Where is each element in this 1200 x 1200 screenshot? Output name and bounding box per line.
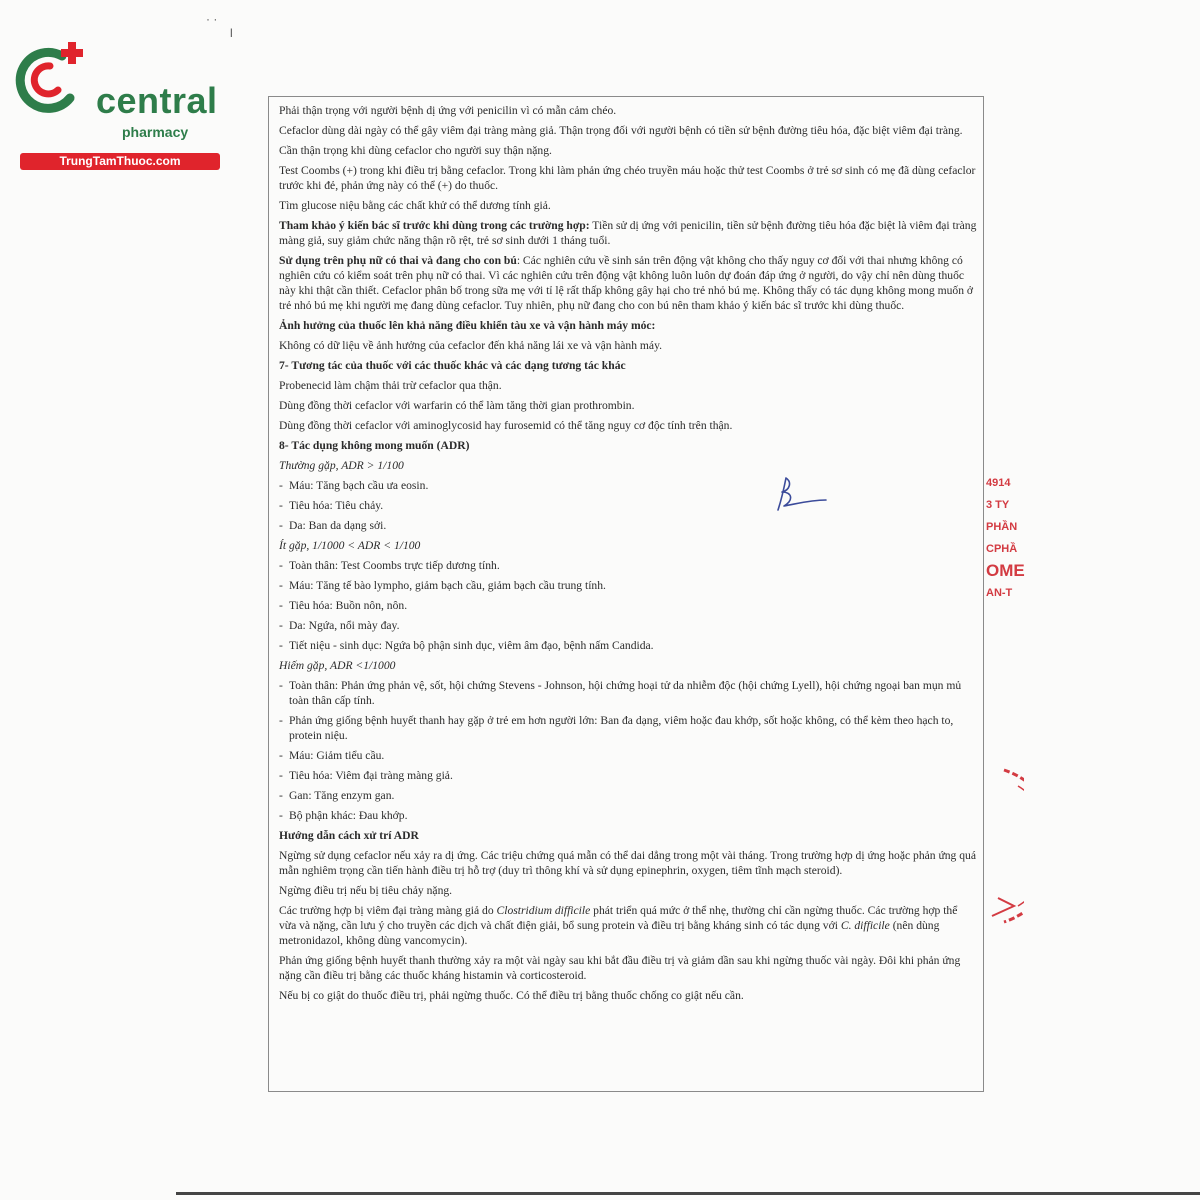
paragraph: Ngừng điều trị nếu bị tiêu chảy nặng. <box>279 884 453 897</box>
frequency-heading: Ít gặp, 1/1000 < ADR < 1/100 <box>279 539 421 552</box>
paragraph <box>279 903 977 948</box>
brand-sub: pharmacy <box>122 124 189 140</box>
list-item: - Da: Ngứa, nổi mày đay. <box>279 618 977 633</box>
paragraph-text: : Các nghiên cứu về sinh sản trên động vật không cho thấy nguy cơ đối với thai nhưng không có nghiên cứu có kiểm soát trên phụ nữ có thai. Vì các nghiên cứu trên động vật không luôn luôn dự đoán đáp ứng ở người, do vậy chỉ nên dùng thuốc này khi thật cần thiết. Cefaclor phân bố trong sữa mẹ với tỉ lệ rất thấp không gây hại cho trẻ nhỏ bú mẹ. Không thấy có tác dụng không mong muốn ở trẻ nhỏ bú mẹ khi người mẹ đang dùng cefaclor. Tuy nhiên, phụ nữ đang cho con bú nên tham khảo ý kiến bác sĩ trước khi dùng thuốc. <box>279 254 974 312</box>
paragraph-text: (nên dùng metronidazol, không dùng vancomycin). <box>279 919 940 947</box>
list-item: - Gan: Tăng enzym gan. <box>279 788 977 803</box>
list-item: - Tiết niệu - sinh dục: Ngứa bộ phận sinh dục, viêm âm đạo, bệnh nấm Candida. <box>279 638 977 653</box>
paragraph: Dùng đồng thời cefaclor với warfarin có thể làm tăng thời gian prothrombin. <box>279 399 635 412</box>
paragraph: Test Coombs (+) trong khi điều trị bằng cefaclor. Trong khi làm phản ứng chéo truyền máu hoặc thử test Coombs ở trẻ sơ sinh có mẹ đã dùng cefaclor trước khi đẻ, phản ứng này có thể (+) do thuốc. <box>279 164 976 192</box>
list-item: - Toàn thân: Phản ứng phản vệ, sốt, hội chứng Stevens - Johnson, hội chứng hoại tử da nhiễm độc (hội chứng Lyell), hội chứng ngoại ban mụn mủ toàn thân cấp tính. <box>279 678 977 708</box>
scan-speck: l <box>230 26 233 40</box>
paragraph <box>279 253 977 313</box>
paragraph-heading: Tham khảo ý kiến bác sĩ trước khi dùng trong các trường hợp: <box>279 219 590 232</box>
frequency-heading: Thường gặp, ADR > 1/100 <box>279 459 404 472</box>
paragraph: Cần thận trọng khi dùng cefaclor cho người suy thận nặng. <box>279 144 552 157</box>
list-item: - Toàn thân: Test Coombs trực tiếp dương tính. <box>279 558 977 573</box>
paragraph: Tìm glucose niệu bằng các chất khử có thể dương tính giả. <box>279 199 551 212</box>
section-heading: 7- Tương tác của thuốc với các thuốc khác và các dạng tương tác khác <box>279 359 626 372</box>
brand-name: central <box>96 80 218 121</box>
stamp-line: AN-T <box>986 587 1013 599</box>
section-heading: 8- Tác dụng không mong muốn (ADR) <box>279 439 470 452</box>
frequency-heading: Hiếm gặp, ADR <1/1000 <box>279 659 396 672</box>
stamp-line: CPHẦ <box>986 543 1018 555</box>
adr-list <box>279 478 977 533</box>
document-page <box>268 96 984 1092</box>
list-item: - Máu: Tăng bạch cầu ưa eosin. <box>279 478 977 493</box>
scan-edge-line <box>176 1192 1200 1195</box>
scan-speck: · · <box>206 12 218 26</box>
stamp-line: 3 TY <box>986 499 1010 511</box>
seal-icon <box>984 766 1024 926</box>
paragraph <box>279 218 977 248</box>
list-item: - Máu: Giảm tiểu cầu. <box>279 748 977 763</box>
stamp-line: PHẦN <box>986 521 1018 533</box>
list-item: - Bộ phận khác: Đau khớp. <box>279 808 977 823</box>
company-stamp <box>986 472 1026 622</box>
paragraph: Ngừng sử dụng cefaclor nếu xảy ra dị ứng. Các triệu chứng quá mẫn có thể dai dẳng trong một vài tháng. Trong trường hợp dị ứng hoặc phản ứng quá mẫn nghiêm trọng cần tiến hành điều trị hỗ trợ (duy trì thông khí và sử dụng epinephrin, oxygen, tiêm tĩnh mạch steroid). <box>279 849 976 877</box>
central-logo-icon <box>10 36 94 120</box>
brand-logo[interactable] <box>10 36 220 168</box>
list-item: - Tiêu hóa: Buồn nôn, nôn. <box>279 598 977 613</box>
adr-list <box>279 558 977 653</box>
paragraph: Nếu bị co giật do thuốc điều trị, phải ngừng thuốc. Có thể điều trị bằng thuốc chống co giật nếu cần. <box>279 989 744 1002</box>
paragraph: Phản ứng giống bệnh huyết thanh thường xảy ra một vài ngày sau khi bắt đầu điều trị và giảm dần sau khi ngừng thuốc vài ngày. Đôi khi phản ứng nặng cần điều trị bằng các thuốc kháng histamin và corticosteroid. <box>279 954 961 982</box>
brand-banner[interactable]: TrungTamThuoc.com <box>20 153 220 170</box>
organism-name: C. difficile <box>840 919 890 932</box>
paragraph: Probenecid làm chậm thải trừ cefaclor qua thận. <box>279 379 502 392</box>
paragraph: Cefaclor dùng dài ngày có thể gây viêm đại tràng màng giả. Thận trọng đối với người bệnh có tiền sử bệnh đường tiêu hóa, đặc biệt viêm đại tràng. <box>279 124 963 137</box>
list-item: - Tiêu hóa: Tiêu chảy. <box>279 498 977 513</box>
paragraph-text: phát triển quá mức ở thể nhẹ, thường chỉ cần ngừng thuốc. Các trường hợp thể vừa và nặng, cần lưu ý cho truyền các dịch và chất điện giải, bổ sung protein và điều trị bằng kháng sinh có tác dụng với <box>279 904 958 932</box>
adr-list <box>279 678 977 823</box>
paragraph-text: Các trường hợp bị viêm đại tràng màng giả do <box>279 904 497 917</box>
organism-name: Clostridium difficile <box>496 904 591 917</box>
list-item: - Tiêu hóa: Viêm đại tràng màng giả. <box>279 768 977 783</box>
paragraph: Phải thận trọng với người bệnh dị ứng với penicilin vì có mẫn cảm chéo. <box>279 104 617 117</box>
section-heading: Hướng dẫn cách xử trí ADR <box>279 829 419 842</box>
paragraph: Dùng đồng thời cefaclor với aminoglycosid hay furosemid có thể tăng nguy cơ độc tính trên thận. <box>279 419 733 432</box>
section-heading: Ảnh hưởng của thuốc lên khả năng điều khiển tàu xe và vận hành máy móc: <box>279 319 656 332</box>
stamp-line: 4914 <box>986 477 1011 489</box>
paragraph-text: Tiền sử dị ứng với penicilin, tiền sử bệnh đường tiêu hóa đặc biệt là viêm đại tràng màng giả, suy giảm chức năng thận rõ rệt, trẻ sơ sinh dưới 1 tháng tuổi. <box>279 219 977 247</box>
stamp-line: OME <box>986 561 1025 580</box>
list-item: - Máu: Tăng tế bào lympho, giảm bạch cầu, giảm bạch cầu trung tính. <box>279 578 977 593</box>
paragraph: Không có dữ liệu về ảnh hưởng của cefaclor đến khả năng lái xe và vận hành máy. <box>279 339 663 352</box>
list-item: - Da: Ban da dạng sởi. <box>279 518 977 533</box>
paragraph-heading: Sử dụng trên phụ nữ có thai và đang cho con bú <box>279 254 517 267</box>
signature-icon <box>770 470 830 520</box>
list-item: - Phản ứng giống bệnh huyết thanh hay gặp ở trẻ em hơn người lớn: Ban đa dạng, viêm hoặc đau khớp, sốt hoặc không, có thể kèm theo hạch to, protein niệu. <box>279 713 977 743</box>
